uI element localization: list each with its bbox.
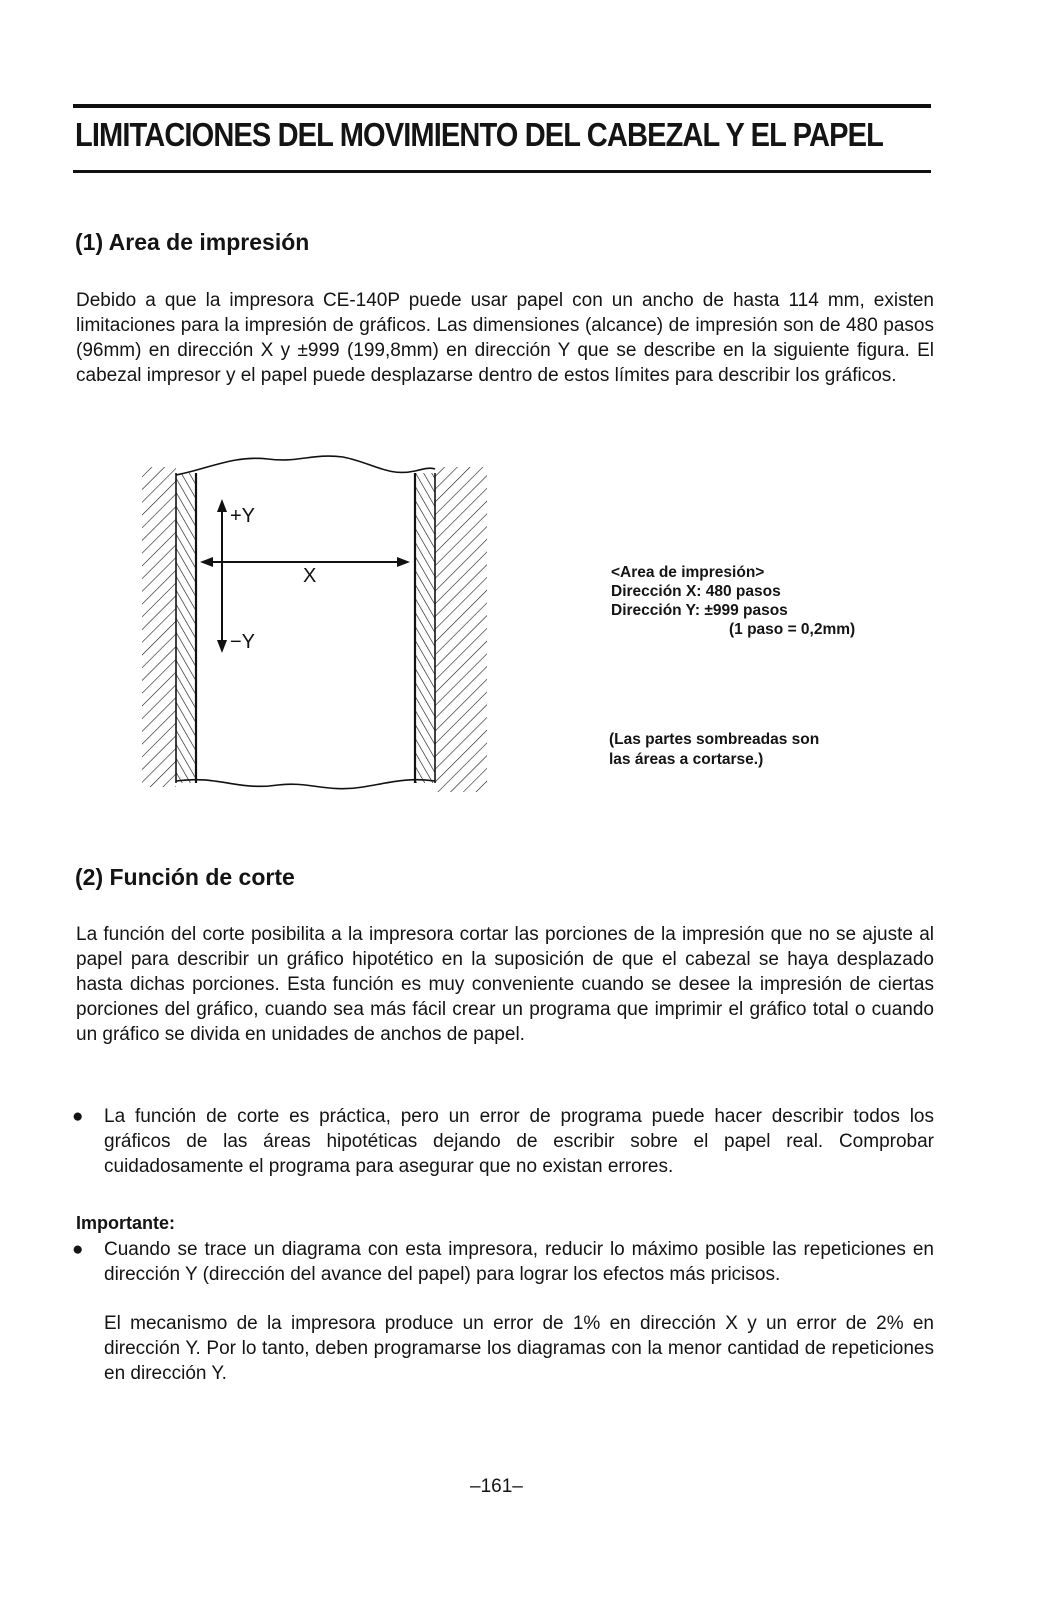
left-cut-area bbox=[142, 467, 196, 787]
print-area-legend bbox=[611, 563, 855, 639]
minus-y-label: −Y bbox=[230, 631, 256, 653]
title-rule-bottom bbox=[73, 170, 931, 173]
important-bullet-continuation: El mecanismo de la impresora produce un error de 1% en dirección X y un error de 2% en dirección Y. Por lo tanto, deben programarse los diagramas con la menor cantidad de repeticiones en dirección Y. bbox=[104, 1313, 934, 1384]
title-rule-top bbox=[73, 104, 931, 108]
print-area-figure bbox=[138, 455, 498, 795]
page-title: LIMITACIONES DEL MOVIMIENTO DEL CABEZAL Y EL PAPEL bbox=[75, 116, 883, 153]
legend-y-direction: Dirección Y: ±999 pasos bbox=[611, 602, 788, 619]
bullet-marker: ● bbox=[72, 1239, 84, 1260]
section-2-paragraph: La función del corte posibilita a la impresora cortar las porciones de la impresión que no se ajuste al papel para describir un gráfico hipotético en la suposición de que el cabezal se haya desplazado hasta dichas porciones. Esta función es muy conveniente cuando se desee la impresión de ciertas porciones del gráfico, cuando sea más fácil crear un programa que imprimir el gráfico total o cuando un gráfico se divida en unidades de anchos de papel. bbox=[76, 924, 934, 1045]
section-1-paragraph: Debido a que la impresora CE-140P puede usar papel con un ancho de hasta 114 mm, existen limitaciones para la impresión de gráficos. Las dimensiones (alcance) de impresión son de 480 pasos (96mm) en dirección X y ±999 (199,8mm) en dirección Y que se describe en la siguiente figura. El cabezal impresor y el papel puede desplazarse dentro de estos límites para describir los gráficos. bbox=[76, 290, 934, 386]
legend-title: <Area de impresión> bbox=[611, 564, 765, 581]
note-line-2: las áreas a cortarse.) bbox=[609, 751, 764, 768]
note-line-1: (Las partes sombreadas son bbox=[609, 731, 820, 748]
section-2-heading: (2) Función de corte bbox=[75, 864, 295, 890]
bullet-marker: ● bbox=[72, 1106, 84, 1127]
section-1-heading: (1) Area de impresión bbox=[75, 229, 310, 255]
shaded-area-note bbox=[609, 730, 819, 770]
paper-sheet bbox=[176, 456, 435, 789]
cut-function-bullet: La función de corte es práctica, pero un error de programa puede hacer describir todos los gráficos de las áreas hipotéticas dejando de escribir sobre el papel real. Comprobar cuidadosamente el programa para asegurar que no existan errores. bbox=[104, 1106, 934, 1177]
legend-step: (1 paso = 0,2mm) bbox=[729, 621, 856, 638]
legend-x-direction: Dirección X: 480 pasos bbox=[611, 583, 781, 600]
right-cut-area bbox=[415, 467, 487, 792]
plus-y-label: +Y bbox=[230, 505, 256, 527]
x-label: X bbox=[303, 565, 317, 587]
y-axis-arrow bbox=[217, 499, 227, 653]
page-number: –161– bbox=[470, 1476, 523, 1497]
important-label: Importante: bbox=[76, 1213, 175, 1233]
important-bullet-text: Cuando se trace un diagrama con esta impresora, reducir lo máximo posible las repeticiones en dirección Y (dirección del avance del papel) para lograr los efectos más pricisos. bbox=[104, 1239, 934, 1285]
